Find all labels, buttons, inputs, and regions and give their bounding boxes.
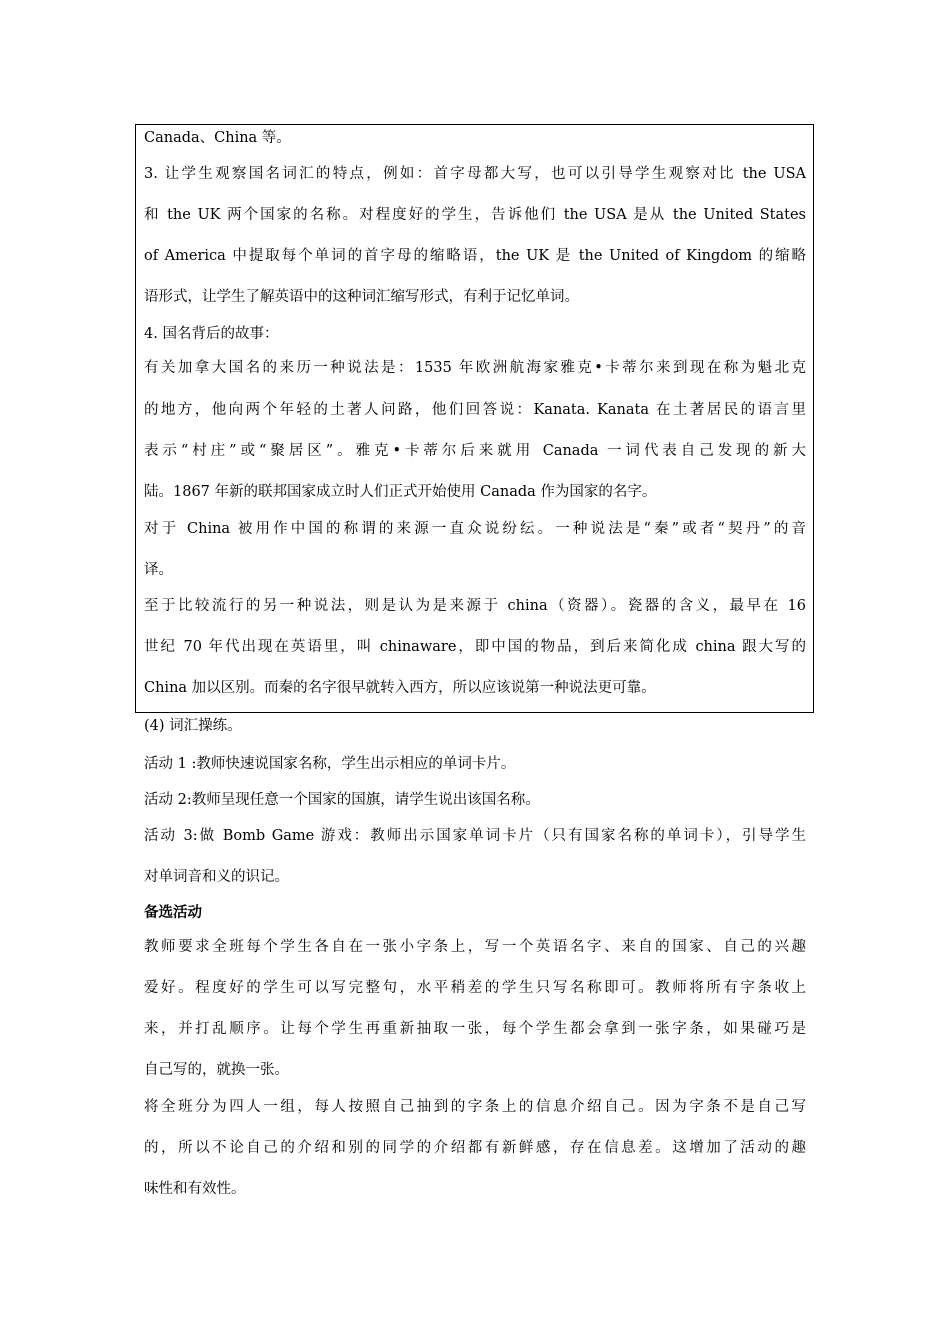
box-line-15: China 加以区别。而秦的名字很早就转入西方，所以应该说第一种说法更可靠。 (144, 680, 656, 696)
box-line-11: 对于 China 被用作中国的称谓的来源一直众说纷纭。一种说法是“秦”或者“契丹”的音 (144, 521, 806, 537)
box-line-3: 和 the UK 两个国家的名称。对程度好的学生，告诉他们 the USA 是从 the United States (144, 207, 806, 223)
box-line-14: 世纪 70 年代出现在英语里，叫 chinaware，即中国的物品，到后来简化成 china 跟大写的 (144, 639, 806, 655)
activity-3-cont: 对单词音和义的识记。 (144, 869, 289, 885)
paragraph-2-line-2: 的，所以不论自己的介绍和别的同学的介绍都有新鲜感，存在信息差。这增加了活动的趣 (144, 1140, 806, 1156)
box-line-1: Canada、China 等。 (144, 130, 291, 146)
box-line-7: 有关加拿大国名的来历一种说法是：1535 年欧洲航海家雅克•卡蒂尔来到现在称为魁北克 (144, 360, 806, 376)
paragraph-1-line-2: 爱好。程度好的学生可以写完整句，水平稍差的学生只写名称即可。教师将所有字条收上 (144, 980, 806, 996)
box-line-6: 4. 国名背后的故事： (144, 326, 279, 342)
paragraph-1-line-1: 教师要求全班每个学生各自在一张小字条上，写一个英语名字、来自的国家、自己的兴趣 (144, 939, 806, 955)
paragraph-2-line-1: 将全班分为四人一组，每人按照自己抽到的字条上的信息介绍自己。因为字条不是自己写 (144, 1099, 806, 1115)
box-line-2: 3. 让学生观察国名词汇的特点，例如：首字母都大写，也可以引导学生观察对比 the USA (144, 166, 806, 182)
box-line-9: 表示“村庄”或“聚居区”。雅克•卡蒂尔后来就用 Canada 一词代表自己发现的新大 (144, 443, 806, 459)
paragraph-1-line-3: 来，并打乱顺序。让每个学生再重新抽取一张，每个学生都会拿到一张字条，如果碰巧是 (144, 1021, 806, 1037)
box-line-5: 语形式，让学生了解英语中的这种词汇缩写形式，有利于记忆单词。 (144, 289, 579, 305)
activity-1: 活动 1 :教师快速说国家名称，学生出示相应的单词卡片。 (144, 756, 516, 772)
box-line-8: 的地方，他向两个年轻的土著人问路，他们回答说：Kanata. Kanata 在土著居民的语言里 (144, 402, 806, 418)
box-line-4: of America 中提取每个单词的首字母的缩略语，the UK 是 the United of Kingdom 的缩略 (144, 248, 806, 264)
activity-2: 活动 2:教师呈现任意一个国家的国旗，请学生说出该国名称。 (144, 792, 540, 808)
box-line-13: 至于比较流行的另一种说法，则是认为是来源于 china（资器）。瓷器的含义，最早在 16 (144, 598, 806, 614)
section-heading-vocab-practice: (4) 词汇操练。 (144, 718, 242, 734)
paragraph-1-line-4: 自己写的，就换一张。 (144, 1062, 289, 1078)
paragraph-2-line-3: 味性和有效性。 (144, 1181, 246, 1197)
alternate-activity-heading: 备选活动 (144, 904, 202, 921)
activity-3: 活动 3:做 Bomb Game 游戏：教师出示国家单词卡片（只有国家名称的单词卡），引导学生 (144, 828, 806, 844)
box-line-12: 译。 (144, 562, 173, 578)
box-line-10: 陆。1867 年新的联邦国家成立时人们正式开始使用 Canada 作为国家的名字。 (144, 484, 657, 500)
